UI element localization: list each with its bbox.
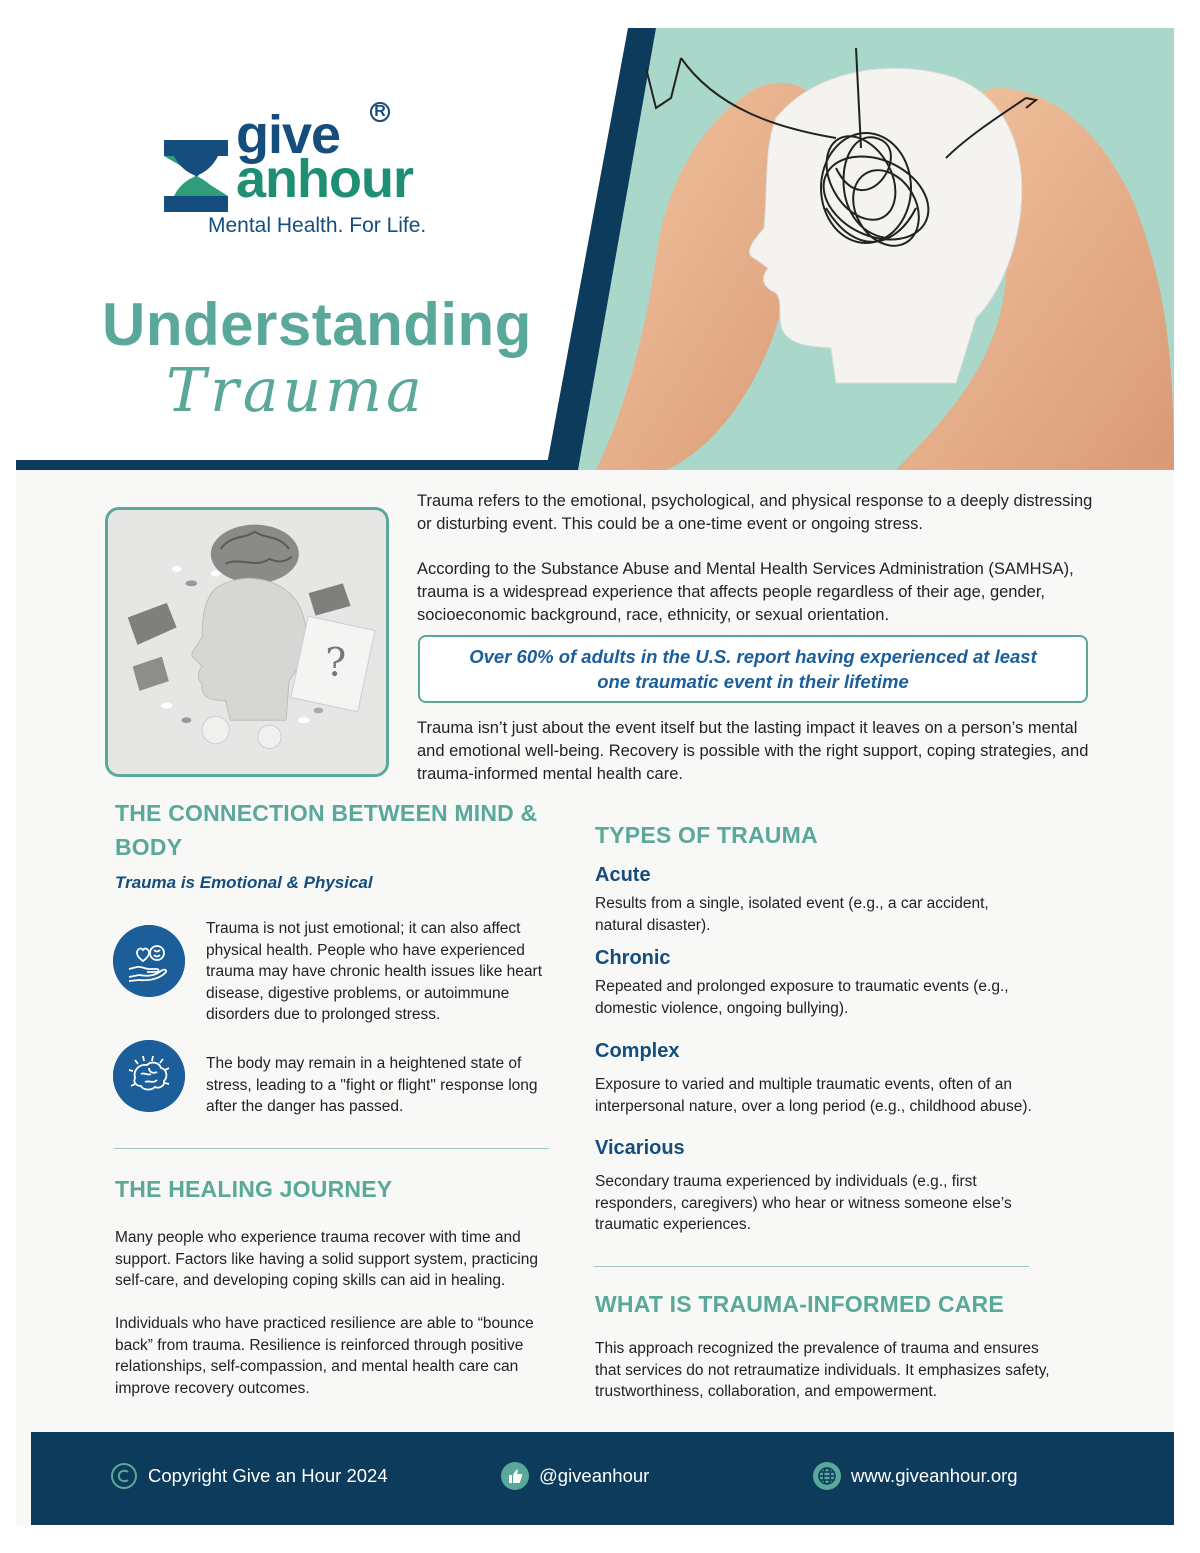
intro-paragraph-2: According to the Substance Abuse and Mental Health Services Administration (SAMHSA), trauma is a widespread experience that affects people regardless of their age, gender, socioeconomic background, race, ethnicity, or sexual orientation. [417, 560, 1074, 624]
trauma-informed-care-paragraph: This approach recognized the prevalence of trauma and ensures that services do not retraumatize individuals. It emphasizes safety, trustworthiness, collaboration, and empowerment. [595, 1340, 1050, 1400]
mind-body-paragraph-1: Trauma is not just emotional; it can also affect physical health. People who have experienced trauma may have chronic health issues like heart disease, digestive problems, or autoimmune disorders due to prolonged stress. [206, 920, 542, 1023]
footer-social[interactable] [501, 1462, 649, 1490]
registered-mark: R [370, 102, 390, 122]
footer-website[interactable] [813, 1462, 1018, 1490]
mind-body-heading: THE CONNECTION BETWEEN MIND & BODY [115, 800, 538, 860]
paper-head-brain-puzzle-image [105, 507, 389, 777]
mind-body-subheading: Trauma is Emotional & Physical [115, 873, 373, 892]
intro-paragraph-3: Trauma isn’t just about the event itself but the lasting impact it leaves on a person’s mental and emotional well-being. Recovery is possible with the right support, coping strategies, and trauma-informed mental health care. [417, 719, 1089, 783]
flyer-page [16, 28, 1174, 1525]
page-title-script: Trauma [166, 356, 426, 426]
types-heading: TYPES OF TRAUMA [595, 822, 818, 848]
stressed-brain-icon [113, 1040, 185, 1112]
globe-icon [813, 1462, 841, 1490]
trauma-type-title: Vicarious [595, 1137, 685, 1159]
healing-paragraph-1: Many people who experience trauma recover with time and support. Factors like having a solid support system, practicing self-care, and developing coping skills can aid in healing. [115, 1229, 538, 1289]
page-title: Understanding [102, 291, 532, 358]
trauma-type-desc: Results from a single, isolated event (e.g., a car accident, natural disaster). [595, 895, 989, 934]
website-link[interactable]: www.giveanhour.org [851, 1465, 1018, 1486]
trauma-type-desc: Secondary trauma experienced by individuals (e.g., first responders, caregivers) who hear or witness someone else’s traumatic experiences. [595, 1173, 1012, 1233]
trauma-informed-care-heading: WHAT IS TRAUMA-INFORMED CARE [595, 1291, 1004, 1317]
logo-wordmark-anhour: anhour [236, 149, 413, 209]
social-handle-link[interactable]: @giveanhour [539, 1465, 650, 1486]
thumbs-up-icon [501, 1462, 529, 1490]
healing-paragraph-2: Individuals who have practiced resilience are able to “bounce back” from trauma. Resilience is reinforced through positive relationships, self-compassion, and mental health care can improve recovery outcomes. [115, 1315, 534, 1397]
statistic-callout: Over 60% of adults in the U.S. report having experienced at least one traumatic event in their lifetime [418, 635, 1088, 703]
footer-copyright [110, 1462, 388, 1490]
logo-tagline: Mental Health. For Life. [208, 214, 427, 237]
trauma-type-title: Complex [595, 1040, 680, 1062]
copyright-text: Copyright Give an Hour 2024 [148, 1465, 388, 1486]
heart-brain-hand-icon [113, 925, 185, 997]
healing-heading: THE HEALING JOURNEY [115, 1176, 393, 1202]
footer [31, 1432, 1174, 1525]
trauma-type-desc: Repeated and prolonged exposure to traumatic events (e.g., domestic violence, ongoing bullying). [595, 978, 1009, 1017]
intro-paragraph-1: Trauma refers to the emotional, psychological, and physical response to a deeply distressing or disturbing event. This could be a one-time event or ongoing stress. [417, 492, 1093, 533]
give-an-hour-logo[interactable] [158, 100, 468, 240]
trauma-type-desc: Exposure to varied and multiple traumatic events, often of an interpersonal nature, over a long period (e.g., childhood abuse). [595, 1076, 1032, 1115]
trauma-type-title: Chronic [595, 947, 671, 969]
section-divider [114, 1148, 549, 1149]
svg-text:?: ? [325, 641, 347, 687]
copyright-icon [110, 1462, 138, 1490]
trauma-type-title: Acute [595, 864, 651, 886]
mind-body-paragraph-2: The body may remain in a heightened state of stress, leading to a "fight or flight" response long after the danger has passed. [206, 1055, 538, 1115]
logo-wordmark-give: give [236, 105, 341, 165]
section-divider [594, 1266, 1029, 1267]
